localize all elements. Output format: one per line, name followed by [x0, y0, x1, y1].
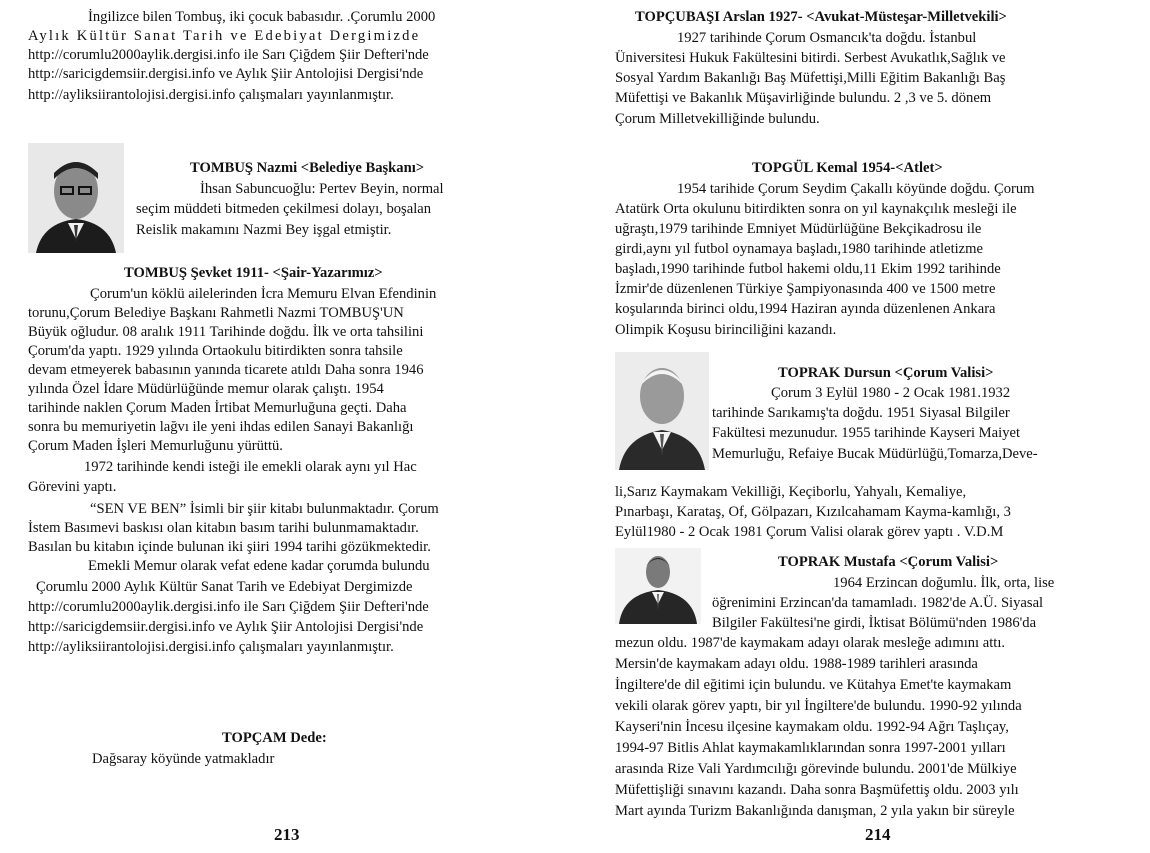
topcam-heading: TOPÇAM Dede:: [222, 730, 327, 746]
tombus-sevket-line-16: Çorumlu 2000 Aylık Kültür Sanat Tarih ve Edebiyat Dergimizde: [36, 579, 413, 595]
topgul-line-2: Atatürk Orta okulunu bitirdikten sonra on yıl kaynakçılık mesleği ile: [615, 201, 1017, 217]
toprak-dursun-line-4: Memurluğu, Refaiye Bucak Müdürlüğü,Tomarza,Deve-: [712, 446, 1038, 462]
toprak-mustafa-line-4: mezun oldu. 1987'de kaymakam adayı olarak mesleğe adımını attı.: [615, 635, 1006, 651]
toprak-mustafa-line-7: vekili olarak görev yaptı, bir yıl İngiltere'de bulundu. 1990-92 yılında: [615, 698, 1022, 714]
tombus-sevket-line-5: devam etmeyerek babasının yanında ticarete atıldı Daha sonra 1946: [28, 362, 424, 378]
toprak-mustafa-line-11: Müfettişliği sınavını kazandı. Daha sonra Başmüfettiş oldu. 2003 yılı: [615, 782, 1019, 798]
toprak-dursun-line-1: Çorum 3 Eylül 1980 - 2 Ocak 1981.1932: [771, 385, 1011, 401]
topcubasi-line-3: Sosyal Yardım Bakanlığı Baş Müfettişi,Milli Eğitim Bakanlığı Baş: [615, 70, 1006, 86]
intro-line-5: http://ayliksiirantolojisi.dergisi.info çalışmaları yayınlanmıştır.: [28, 87, 394, 103]
tombus-sevket-line-17: http://corumlu2000aylik.dergisi.info ile Sarı Çiğdem Şiir Defteri'nde: [28, 599, 429, 615]
toprak-mustafa-portrait: [615, 548, 701, 624]
tombus-sevket-line-15: Emekli Memur olarak vefat edene kadar çorumda bulundu: [88, 558, 430, 574]
topgul-line-8: Olimpik Koşusu birinciliğini kazandı.: [615, 322, 837, 338]
topgul-line-3: uğraştı,1979 tarihinde Emniyet Müdürlüğüne Bekçikadrosu ile: [615, 221, 982, 237]
tombus-sevket-line-10: 1972 tarihinde kendi isteği ile emekli olarak aynı yıl Hac: [84, 459, 417, 475]
tombus-sevket-line-9: Çorum Maden İşleri Memurluğunu yürüttü.: [28, 438, 283, 454]
toprak-dursun-line-2: tarihinde Sarıkamış'ta doğdu. 1951 Siyasal Bilgiler: [712, 405, 1010, 421]
tombus-nazmi-line-2: seçim müddeti bitmeden çekilmesi dolayı, boşalan: [136, 201, 432, 217]
topgul-line-4: girdi,aynı yıl futbol oynamaya başladı,1980 tarihinde atletizme: [615, 241, 983, 257]
tombus-sevket-line-11: Görevini yaptı.: [28, 479, 117, 495]
toprak-mustafa-line-12: Mart ayında Turizm Bakanlığında danışman, 2 yıla yakın bir süreyle: [615, 803, 1015, 819]
topgul-line-1: 1954 tarihide Çorum Seydim Çakallı köyünde doğdu. Çorum: [677, 181, 1035, 197]
topcubasi-heading: TOPÇUBAŞI Arslan 1927- <Avukat-Müsteşar-Milletvekili>: [635, 9, 1007, 25]
topcubasi-line-5: Çorum Milletvekilliğinde bulundu.: [615, 111, 820, 127]
page-number-right: 214: [865, 825, 891, 844]
toprak-dursun-heading: TOPRAK Dursun <Çorum Valisi>: [778, 365, 994, 381]
topgul-heading: TOPGÜL Kemal 1954-<Atlet>: [752, 160, 943, 176]
tombus-sevket-line-3: Büyük oğludur. 08 aralık 1911 Tarihinde doğdu. İlk ve orta tahsilini: [28, 324, 424, 340]
tombus-sevket-line-7: tarihinde naklen Çorum Maden İrtibat Memurluğuna geçti. Daha: [28, 400, 407, 416]
tombus-nazmi-portrait: [28, 143, 124, 253]
toprak-mustafa-line-3: Bilgiler Fakültesi'ne girdi, İktisat Bölümü'nden 1986'da: [712, 615, 1037, 631]
toprak-mustafa-line-5: Mersin'de kaymakam adayı oldu. 1988-1989 tarihleri arasında: [615, 656, 978, 672]
toprak-dursun-line-3: Fakültesi mezunudur. 1955 tarihinde Kayseri Maiyet: [712, 425, 1021, 441]
toprak-dursun-line-5: li,Sarız Kaymakam Vekilliği, Keçiborlu, Yahyalı, Kemaliye,: [615, 484, 967, 500]
toprak-dursun-portrait: [615, 352, 709, 470]
intro-line-1: İngilizce bilen Tombuş, iki çocuk babasıdır. .Çorumlu 2000: [88, 9, 436, 25]
topcubasi-line-4: Müfettişi ve Bakanlık Müşavirliğinde bulundu. 2 ,3 ve 5. dönem: [615, 90, 992, 106]
tombus-sevket-line-19: http://ayliksiirantolojisi.dergisi.info çalışmaları yayınlanmıştır.: [28, 639, 394, 655]
tombus-nazmi-heading: TOMBUŞ Nazmi <Belediye Başkanı>: [190, 160, 425, 176]
tombus-sevket-line-1: Çorum'un köklü ailelerinden İcra Memuru Elvan Efendinin: [90, 286, 437, 302]
toprak-dursun-line-7: Eylül1980 - 2 Ocak 1981 Çorum Valisi olarak görev yaptı . V.D.M: [615, 524, 1004, 540]
intro-line-3: http://corumlu2000aylik.dergisi.info ile Sarı Çiğdem Şiir Defteri'nde: [28, 47, 429, 63]
intro-line-2: Aylık Kültür Sanat Tarih ve Edebiyat Dergimizde: [28, 28, 421, 44]
intro-line-4: http://saricigdemsiir.dergisi.info ve Aylık Şiir Antolojisi Dergisi'nde: [28, 66, 424, 82]
tombus-nazmi-line-1: İhsan Sabuncuoğlu: Pertev Beyin, normal: [200, 181, 444, 197]
topgul-line-6: İzmir'de düzenlenen Türkiye Şampiyonasında 400 ve 1500 metre: [615, 281, 996, 297]
toprak-mustafa-line-6: İngiltere'de dil eğitimi için bulundu. ve Kütahya Emet'te kaymakam: [615, 677, 1012, 693]
toprak-mustafa-line-2: öğrenimini Erzincan'da tamamladı. 1982'de A.Ü. Siyasal: [712, 595, 1044, 611]
page-number-left: 213: [274, 825, 300, 844]
tombus-sevket-line-6: yılında Özel İdare Müdürlüğünde memur olarak çalıştı. 1954: [28, 381, 384, 397]
topcam-line: Dağsaray köyünde yatmakladır: [92, 751, 275, 767]
topcubasi-line-2: Üniversitesi Hukuk Fakültesini bitirdi. Serbest Avukatlık,Sağlık ve: [615, 50, 1006, 66]
toprak-mustafa-line-1: 1964 Erzincan doğumlu. İlk, orta, lise: [833, 575, 1055, 591]
right-page: [575, 0, 1150, 853]
tombus-nazmi-line-3: Reislik makamını Nazmi Bey işgal etmiştir.: [136, 222, 392, 238]
tombus-sevket-line-8: sonra bu memuriyetin lağvı ile yeni ihdas edilen Sanayi Bakanlığı: [28, 419, 414, 435]
toprak-mustafa-line-10: arasında Rize Vali Yardımcılığı görevinde bulundu. 2001'de Mülkiye: [615, 761, 1017, 777]
topgul-line-5: başladı,1990 tarihinde futbol hakemi oldu,11 Ekim 1992 tarihinde: [615, 261, 1001, 277]
tombus-sevket-line-2: torunu,Çorum Belediye Başkanı Rahmetli Nazmi TOMBUŞ'UN: [28, 305, 404, 321]
tombus-sevket-line-12: “SEN VE BEN” İsimli bir şiir kitabı bulunmaktadır. Çorum: [90, 501, 439, 517]
toprak-mustafa-line-9: 1994-97 Bitlis Ahlat kaymakamlıklarından sonra 1997-2001 yılları: [615, 740, 1006, 756]
tombus-sevket-line-14: Basılan bu kitabın içinde bulunan iki şiiri 1994 tarihi gözükmektedir.: [28, 539, 431, 555]
toprak-mustafa-heading: TOPRAK Mustafa <Çorum Valisi>: [778, 554, 999, 570]
tombus-sevket-line-4: Çorum'da yaptı. 1929 yılında Ortaokulu bitirdikten sonra tahsile: [28, 343, 403, 359]
toprak-dursun-line-6: Pınarbaşı, Karataş, Of, Gölpazarı, Kızılcahamam Kayma-kamlığı, 3: [615, 504, 1011, 520]
tombus-sevket-line-13: İstem Basımevi baskısı olan kitabın basım tarihi bulunmamaktadır.: [28, 520, 419, 536]
tombus-sevket-heading: TOMBUŞ Şevket 1911- <Şair-Yazarımız>: [124, 265, 383, 281]
tombus-sevket-line-18: http://saricigdemsiir.dergisi.info ve Aylık Şiir Antolojisi Dergisi'nde: [28, 619, 424, 635]
topcubasi-line-1: 1927 tarihinde Çorum Osmancık'ta doğdu. İstanbul: [677, 30, 977, 46]
topgul-line-7: koşularında birinci oldu,1994 Haziran ayında düzenlenen Ankara: [615, 301, 996, 317]
toprak-mustafa-line-8: Kayseri'nin İncesu ilçesine kaymakam oldu. 1992-94 Ağrı Taşlıçay,: [615, 719, 1009, 735]
